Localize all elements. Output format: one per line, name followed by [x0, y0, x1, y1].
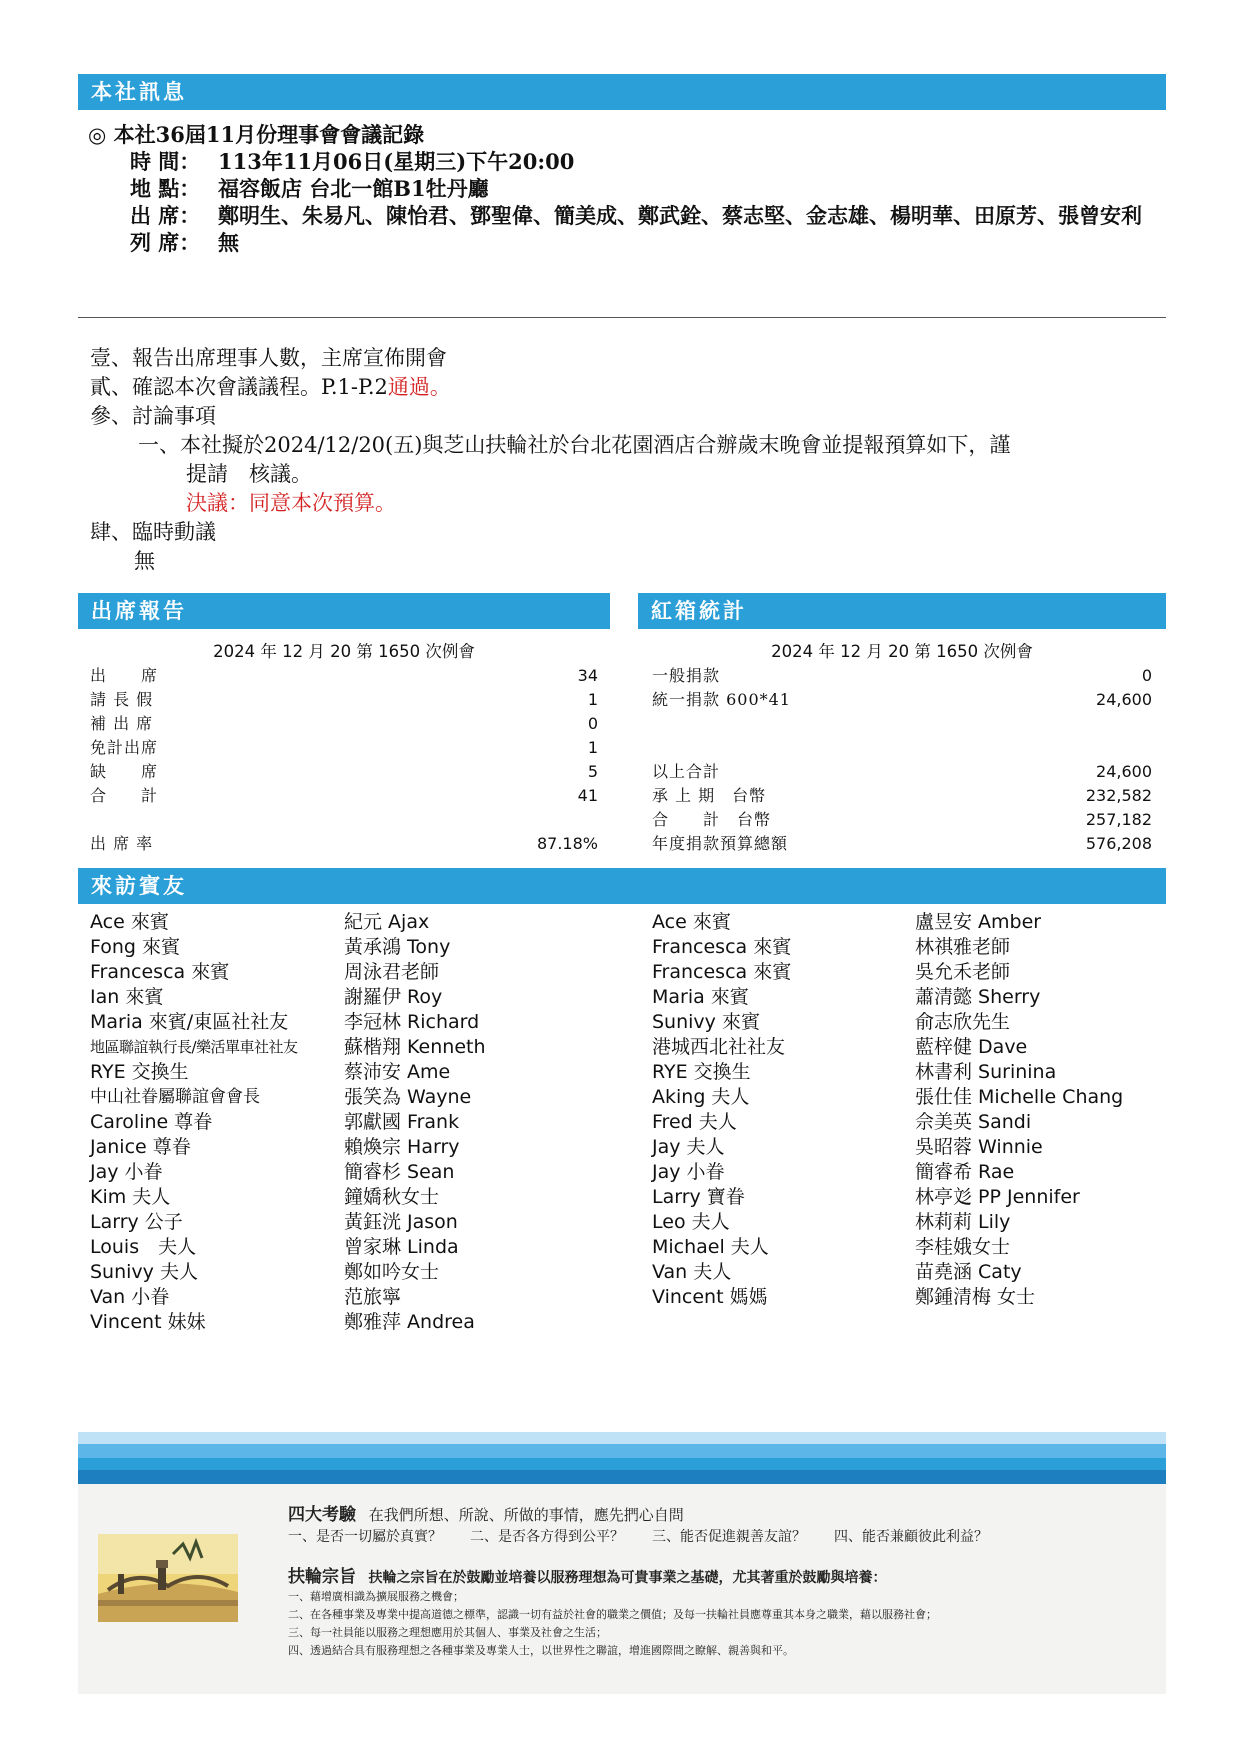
- list-item: Aking 夫人: [652, 1086, 750, 1108]
- list-item: 中山社眷屬聯誼會會長: [90, 1087, 260, 1107]
- list-item: Francesca 來賓: [90, 961, 230, 983]
- attendance-row: [90, 760, 598, 784]
- four-way-test-items: 一、是否一切屬於真實？ 二、是否各方得到公平？ 三、能否促進親善友誼？ 四、能否兼顧彼此利益？: [288, 1529, 988, 1545]
- list-item: 林祺雅老師: [915, 936, 1011, 958]
- footer-panel: [78, 1484, 1166, 1694]
- attendance-row-value: 34: [577, 666, 598, 685]
- footer-stripes: [78, 1432, 1166, 1484]
- attendance-row: [90, 712, 598, 736]
- list-item: Caroline 尊眷: [90, 1111, 213, 1133]
- red-box-row-value: 0: [1141, 666, 1152, 685]
- divider: [78, 317, 1166, 318]
- red-box-row-value: 257,182: [1085, 810, 1152, 829]
- list-item: 盧昱安 Amber: [915, 911, 1042, 933]
- agenda-item-2: [90, 373, 1170, 402]
- list-item: 林亭彣 PP Jennifer: [915, 1186, 1080, 1208]
- list-item: Francesca 來賓: [652, 936, 792, 958]
- red-box-row-label: 以上合計: [652, 762, 721, 781]
- attendance-row: [90, 688, 598, 712]
- meeting-place-row: [88, 175, 1178, 202]
- agenda-item-2-passed: 通過。: [387, 375, 451, 399]
- list-item: 范旅寧: [344, 1286, 402, 1308]
- meeting-record: [88, 121, 1178, 256]
- attendance-row-value: 0: [587, 714, 598, 733]
- red-box-row: [652, 808, 1152, 832]
- attendance-row-value: 5: [587, 762, 598, 781]
- attendance-row-label: 缺 席: [90, 762, 159, 781]
- meeting-attend-row: [88, 202, 1178, 229]
- list-item: 鄭鍾清梅 女士: [915, 1286, 1036, 1308]
- list-item: Kim 夫人: [90, 1186, 171, 1208]
- meeting-time-label: 時 間：: [130, 149, 201, 174]
- agenda-item-1: 壹、報告出席理事人數，主席宣佈開會: [90, 346, 447, 370]
- list-item: Jay 小眷: [652, 1161, 725, 1183]
- red-box-header: 2024 年 12 月 20 第 1650 次例會: [771, 642, 1033, 661]
- list-item: 賴煥宗 Harry: [344, 1136, 460, 1158]
- list-item: 李冠林 Richard: [344, 1011, 480, 1033]
- meeting-observe-row: [88, 229, 1178, 256]
- bridge-illustration: [98, 1534, 238, 1622]
- list-item: 林莉莉 Lily: [915, 1211, 1011, 1233]
- four-way-test-title: 四大考驗: [288, 1505, 356, 1525]
- attendance-report: [90, 640, 598, 856]
- visitors-col-2: [344, 910, 624, 1335]
- list-item: 港城西北社社友: [652, 1036, 786, 1058]
- red-box-row-value: 576,208: [1085, 834, 1152, 853]
- red-box-row: [652, 760, 1152, 784]
- list-item: 紀元 Ajax: [344, 911, 430, 933]
- list-item: 俞志欣先生: [915, 1011, 1011, 1033]
- list-item: 蘇楷翔 Kenneth: [344, 1036, 486, 1058]
- list-item: 黃承鴻 Tony: [344, 936, 451, 958]
- list-item: 吳昭蓉 Winnie: [915, 1136, 1043, 1158]
- red-box-row-label: 合 計 台幣: [652, 810, 772, 829]
- rotary-object-2: 二、在各種事業及專業中提高道德之標準，認識一切有益於社會的職業之價值；及每一扶輪社員應尊重其本身之職業，藉以服務社會；: [288, 1608, 937, 1621]
- rotary-object-3: 三、每一社員能以服務之理想應用於其個人、事業及社會之生活；: [288, 1626, 607, 1639]
- list-item: Van 小眷: [90, 1286, 170, 1308]
- list-item: Jay 小眷: [90, 1161, 163, 1183]
- red-box-row-label: 統一捐款 600*41: [652, 690, 791, 709]
- list-item: 張笑為 Wayne: [344, 1086, 472, 1108]
- section-header-visitors: 來訪賓友: [78, 868, 1166, 904]
- list-item: Larry 寶眷: [652, 1186, 745, 1208]
- attendance-row: [90, 664, 598, 688]
- list-item: 張仕佳 Michelle Chang: [915, 1086, 1124, 1108]
- meeting-time-row: [88, 148, 1178, 175]
- red-box-row-label: 承 上 期 台幣: [652, 786, 767, 805]
- list-item: Van 夫人: [652, 1261, 732, 1283]
- attendance-row-label: 合 計: [90, 786, 159, 805]
- list-item: 鄭如吟女士: [344, 1261, 440, 1283]
- meeting-attend-value: 鄭明生、朱易凡、陳怡君、鄧聖偉、簡美成、鄭武銓、蔡志堅、金志雄、楊明華、田原芳、張曾安利: [218, 203, 1142, 228]
- attendance-header: 2024 年 12 月 20 第 1650 次例會: [213, 642, 475, 661]
- list-item: 簡睿杉 Sean: [344, 1161, 455, 1183]
- red-box-row: [652, 784, 1152, 808]
- red-box-row-label: 年度捐款預算總額: [652, 834, 789, 853]
- attendance-row-value: 1: [587, 738, 598, 757]
- list-item: 謝羅伊 Roy: [344, 986, 443, 1008]
- meeting-observe-value: 無: [218, 230, 239, 255]
- rotary-object-4: 四、透過結合具有服務理想之各種事業及專業人士，以世界性之聯誼，增進國際間之瞭解、親善與和平。: [288, 1644, 794, 1657]
- list-item: Ian 來賓: [90, 986, 164, 1008]
- four-way-test-intro: 在我們所想、所說、所做的事情，應先捫心自問: [368, 1506, 684, 1524]
- list-item: 佘美英 Sandi: [915, 1111, 1032, 1133]
- list-item: Michael 夫人: [652, 1236, 769, 1258]
- list-item: 曾家琳 Linda: [344, 1236, 459, 1258]
- agenda-item-4: 肆、臨時動議: [90, 520, 216, 544]
- list-item: RYE 交換生: [90, 1061, 189, 1083]
- list-item: 苗堯涵 Caty: [915, 1261, 1022, 1283]
- list-item: Leo 夫人: [652, 1211, 730, 1233]
- attendance-row-label: 請 長 假: [90, 690, 154, 709]
- list-item: Vincent 妹妹: [90, 1311, 206, 1333]
- section-header-club-news: 本社訊息: [78, 74, 1166, 110]
- list-item: Ace 來賓: [652, 911, 731, 933]
- list-item: Louis 夫人: [90, 1236, 197, 1258]
- meeting-place-value: 福容飯店 台北一館B1牡丹廳: [218, 176, 489, 201]
- four-way-test-heading: [288, 1500, 684, 1525]
- visitors-col-4: [915, 910, 1165, 1310]
- list-item: 吳允禾老師: [915, 961, 1011, 983]
- list-item: 林書利 Surinina: [915, 1061, 1057, 1083]
- red-box-row: [652, 688, 1152, 712]
- meeting-time-value: 113年11月06日(星期三)下午20:00: [218, 149, 575, 174]
- list-item: Francesca 來賓: [652, 961, 792, 983]
- red-box-row-value: 232,582: [1085, 786, 1152, 805]
- list-item: 地區聯誼執行長/樂活單車社社友: [90, 1038, 298, 1056]
- list-item: 藍梓健 Dave: [915, 1036, 1028, 1058]
- visitors-col-3: [652, 910, 902, 1310]
- rotary-object-title: 扶輪宗旨: [288, 1567, 356, 1587]
- rotary-object-1: 一、藉增廣相識為擴展服務之機會；: [288, 1590, 464, 1603]
- list-item: Jay 夫人: [652, 1136, 725, 1158]
- list-item: Maria 來賓/東區社社友: [90, 1011, 289, 1033]
- visitors-col-1: [90, 910, 335, 1335]
- list-item: Fred 夫人: [652, 1111, 737, 1133]
- red-box-row-label: 一般捐款: [652, 666, 721, 685]
- list-item: RYE 交換生: [652, 1061, 751, 1083]
- attendance-row: [90, 784, 598, 808]
- list-item: Sunivy 來賓: [652, 1011, 760, 1033]
- agenda: [90, 344, 1170, 576]
- attendance-rate-value: 87.18%: [536, 834, 598, 853]
- attendance-rate-label: 出 席 率: [90, 834, 154, 853]
- meeting-attend-label: 出 席：: [130, 203, 201, 228]
- list-item: Maria 來賓: [652, 986, 749, 1008]
- meeting-title: ◎ 本社36屆11月份理事會會議記錄: [88, 122, 425, 147]
- attendance-row-value: 41: [577, 786, 598, 805]
- list-item: Ace 來賓: [90, 911, 169, 933]
- agenda-item-3-sub: 一、本社擬於2024/12/20(五)與芝山扶輪社於台北花園酒店合辦歲末晚會並提報預算如下，謹: [138, 433, 1011, 457]
- agenda-item-2-text: 貳、確認本次會議議程。P.1-P.2: [90, 375, 388, 399]
- attendance-row-label: 出 席: [90, 666, 159, 685]
- section-header-attendance: 出席報告: [78, 593, 610, 629]
- list-item: Janice 尊眷: [90, 1136, 191, 1158]
- agenda-item-3: 參、討論事項: [90, 404, 216, 428]
- list-item: 蕭清懿 Sherry: [915, 986, 1041, 1008]
- meeting-place-label: 地 點：: [130, 176, 201, 201]
- attendance-rate-row: [90, 832, 598, 856]
- section-header-red-box: 紅箱統計: [638, 593, 1166, 629]
- list-item: Larry 公子: [90, 1211, 183, 1233]
- agenda-item-3-sub2: 提請 核議。: [186, 462, 312, 486]
- red-box-row: [652, 664, 1152, 688]
- list-item: 周泳君老師: [344, 961, 440, 983]
- red-box-stats: [652, 640, 1152, 856]
- list-item: 鐘嬌秋女士: [344, 1186, 440, 1208]
- red-box-row: [652, 832, 1152, 856]
- list-item: 簡睿希 Rae: [915, 1161, 1015, 1183]
- rotary-object-heading: [288, 1562, 1148, 1587]
- attendance-row-label: 免計出席: [90, 738, 159, 757]
- list-item: Sunivy 夫人: [90, 1261, 198, 1283]
- attendance-row: [90, 736, 598, 760]
- meeting-observe-label: 列 席：: [130, 230, 201, 255]
- agenda-resolution: 決議：同意本次預算。: [186, 491, 396, 515]
- attendance-row-label: 補 出 席: [90, 714, 154, 733]
- list-item: Vincent 媽媽: [652, 1286, 768, 1308]
- attendance-row-value: 1: [587, 690, 598, 709]
- list-item: 鄭雅萍 Andrea: [344, 1311, 475, 1333]
- list-item: 郭獻國 Frank: [344, 1111, 460, 1133]
- list-item: 黃鈺洸 Jason: [344, 1211, 458, 1233]
- list-item: Fong 來賓: [90, 936, 181, 958]
- list-item: 蔡沛安 Ame: [344, 1061, 451, 1083]
- rotary-object-intro: 扶輪之宗旨在於鼓勵並培養以服務理想為可貴事業之基礎，尤其著重於鼓勵與培養：: [368, 1570, 887, 1586]
- red-box-row-value: 24,600: [1096, 762, 1152, 781]
- red-box-row-value: 24,600: [1096, 690, 1152, 709]
- agenda-item-4-value: 無: [134, 549, 155, 573]
- list-item: 李桂娥女士: [915, 1236, 1011, 1258]
